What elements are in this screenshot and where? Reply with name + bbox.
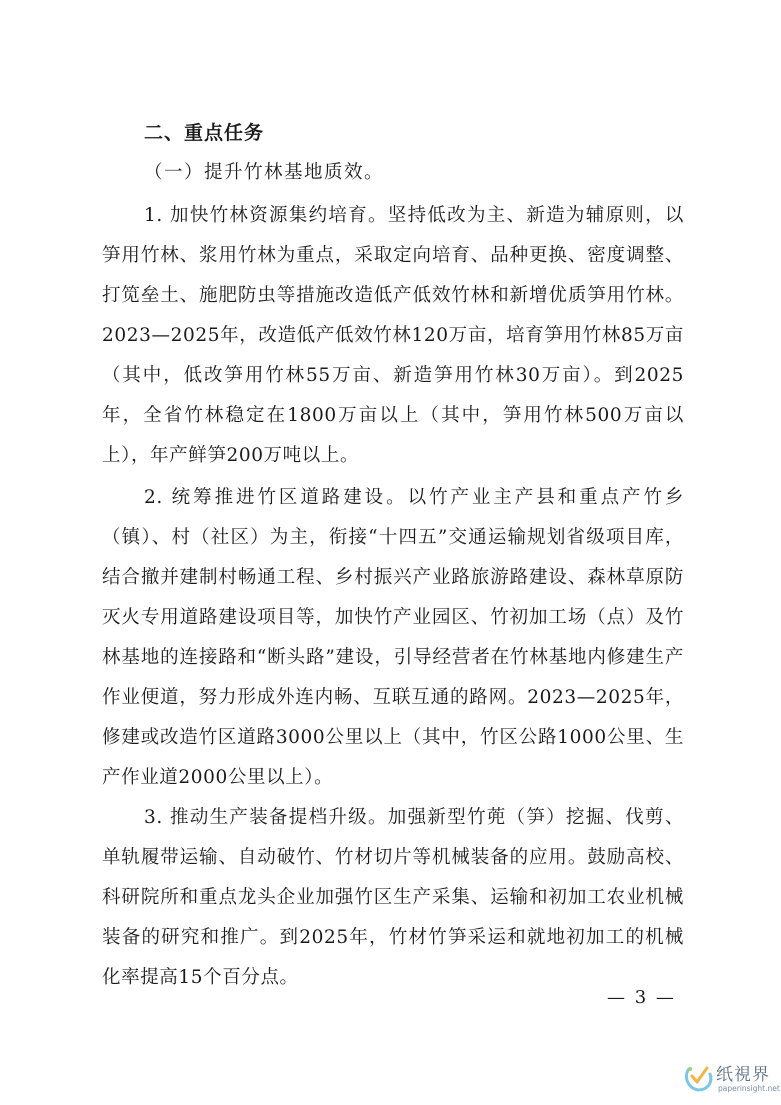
page-number: — 3 — <box>607 987 676 1008</box>
watermark-url: paperinsight.net <box>718 1084 780 1093</box>
paragraph-2: 2. 统筹推进竹区道路建设。以竹产业主产县和重点产竹乡（镇）、村（社区）为主，衔接“十四五”交通运输规划省级项目库，结合撤并建制村畅通工程、乡村振兴产业路旅游路建设、森林草原防灭火专用道路建设项目等，加快竹产业园区、竹初加工场（点）及竹林基地的连接路和“断头路”建设，引导经营者在竹林基地内修建生产作业便道，努力形成外连内畅、互联互通的路网。2023—2025年，修建或改造竹区道路3000公里以上（其中，竹区公路1000公里、生产作业道2000公里以上）。 <box>102 487 684 788</box>
paragraph-3: 3. 推动生产装备提档升级。加强新型竹蔸（笋）挖掘、伐剪、单轨履带运输、自动破竹、竹材切片等机械装备的应用。鼓励高校、科研院所和重点龙头企业加强竹区生产采集、运输和初加工农业机械装备的研究和推广。到2025年，竹材竹笋采运和就地初加工的机械化率提高15个百分点。 <box>102 807 684 988</box>
subsection-heading: （一）提升竹林基地质效。 <box>144 162 385 183</box>
watermark-text: 纸視界 <box>716 1065 770 1085</box>
paragraph-1: 1. 加快竹林资源集约培育。坚持低改为主、新造为辅原则，以笋用竹林、浆用竹林为重点，采取定向培育、品种更换、密度调整、打笕垒土、施肥防虫等措施改造低产低效竹林和新增优质笋用竹林。2023—2025年，改造低产低效竹林120万亩，培育笋用竹林85万亩（其中，低改笋用竹林55万亩、新造笋用竹林30万亩）。到2025年，全省竹林稳定在1800万亩以上（其中，笋用竹林500万亩以上），年产鲜笋200万吨以上。 <box>102 205 684 466</box>
watermark <box>680 1058 780 1102</box>
paperinsight-logo-icon <box>680 1060 716 1096</box>
section-heading: 二、重点任务 <box>144 122 265 144</box>
